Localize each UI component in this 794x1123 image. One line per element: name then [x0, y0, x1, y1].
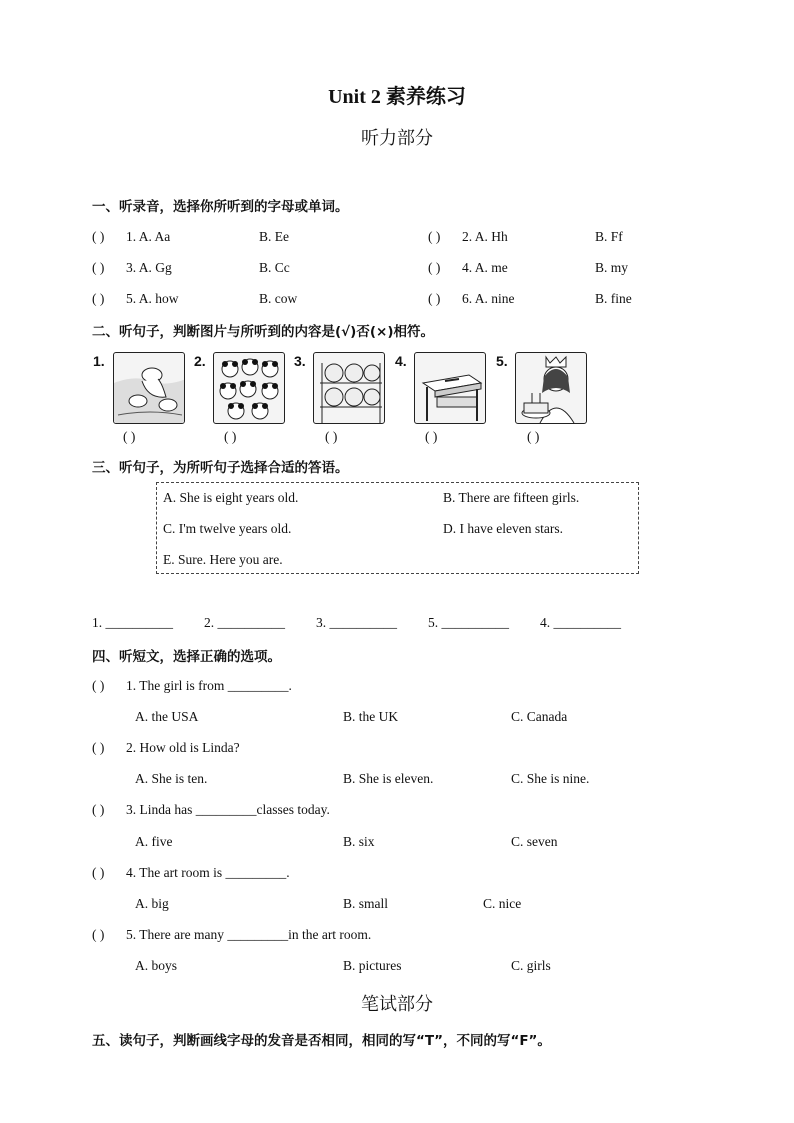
basketballs-icon: [313, 352, 385, 424]
picture-number: 4.: [395, 353, 407, 369]
p4-q1-question: 1. The girl is from _________.: [126, 678, 292, 693]
p4-q3-option-b: B. six: [343, 834, 375, 849]
p4-q1-option-a: A. the USA: [135, 709, 199, 724]
p4-q1-option-c: C. Canada: [511, 709, 568, 724]
p4-q4-question: 4. The art room is _________.: [126, 865, 290, 880]
part4-heading: 四、听短文，选择正确的选项。: [92, 649, 281, 665]
answer-paren: ( ): [428, 260, 441, 275]
option-a: A. She is eight years old.: [163, 490, 299, 505]
answer-paren: ( ): [92, 260, 105, 275]
answer-paren: ( ): [428, 229, 441, 244]
answer-blank: 4. __________: [540, 615, 621, 630]
picture-number: 3.: [294, 353, 306, 369]
picture-number: 1.: [93, 353, 105, 369]
answer-blank: ( ): [527, 429, 540, 444]
p1-q5-option-b: B. cow: [259, 291, 298, 306]
p1-q4-option-a: 4. A. me: [462, 260, 508, 275]
p1-q3-option-a: 3. A. Gg: [126, 260, 172, 275]
answer-paren: ( ): [92, 740, 105, 755]
writing-section-title: 笔试部分: [361, 994, 433, 1014]
birthday-girl-icon: [515, 352, 587, 424]
answer-blank: ( ): [123, 429, 136, 444]
seals-icon: [113, 352, 185, 424]
p1-q3-option-b: B. Cc: [259, 260, 290, 275]
picture-number: 2.: [194, 353, 206, 369]
p4-q2-option-a: A. She is ten.: [135, 771, 208, 786]
p4-q5-option-a: A. boys: [135, 958, 178, 973]
picture-number: 5.: [496, 353, 508, 369]
option-c: C. I'm twelve years old.: [163, 521, 292, 536]
answer-blank: ( ): [425, 429, 438, 444]
p4-q1-option-b: B. the UK: [343, 709, 399, 724]
p4-q2-option-c: C. She is nine.: [511, 771, 590, 786]
option-b: B. There are fifteen girls.: [443, 490, 580, 505]
part5-heading: 五、读句子，判断画线字母的发音是否相同，相同的写“T”，不同的写“F”。: [92, 1033, 551, 1049]
answer-paren: ( ): [428, 291, 441, 306]
desk-icon: [414, 352, 486, 424]
answer-paren: ( ): [92, 229, 105, 244]
listening-section-title: 听力部分: [361, 128, 433, 148]
p1-q2-option-b: B. Ff: [595, 229, 623, 244]
part2-heading: 二、听句子，判断图片与所听到的内容是(√)否(×)相符。: [92, 324, 434, 340]
answer-blank: ( ): [325, 429, 338, 444]
answer-paren: ( ): [92, 291, 105, 306]
part1-heading: 一、听录音，选择你所听到的字母或单词。: [92, 199, 349, 215]
answer-blank: 1. __________: [92, 615, 173, 630]
answer-blank: 3. __________: [316, 615, 397, 630]
answer-paren: ( ): [92, 927, 105, 942]
answer-blank: 2. __________: [204, 615, 285, 630]
p4-q4-option-c: C. nice: [483, 896, 522, 911]
p4-q5-option-c: C. girls: [511, 958, 551, 973]
p1-q5-option-a: 5. A. how: [126, 291, 179, 306]
option-d: D. I have eleven stars.: [443, 521, 563, 536]
p4-q2-option-b: B. She is eleven.: [343, 771, 434, 786]
p4-q5-question: 5. There are many _________in the art room.: [126, 927, 372, 942]
answer-paren: ( ): [92, 865, 105, 880]
p1-q4-option-b: B. my: [595, 260, 629, 275]
p4-q4-option-a: A. big: [135, 896, 169, 911]
answer-blank: ( ): [224, 429, 237, 444]
p4-q3-option-a: A. five: [135, 834, 173, 849]
p4-q3-option-c: C. seven: [511, 834, 558, 849]
p1-q1-option-a: 1. A. Aa: [126, 229, 171, 244]
part3-heading: 三、听句子，为所听句子选择合适的答语。: [92, 460, 349, 476]
p1-q2-option-a: 2. A. Hh: [462, 229, 508, 244]
p4-q2-question: 2. How old is Linda?: [126, 740, 240, 755]
p1-q6-option-b: B. fine: [595, 291, 632, 306]
p4-q4-option-b: B. small: [343, 896, 389, 911]
page-title: Unit 2 素养练习: [328, 86, 466, 108]
answer-paren: ( ): [92, 802, 105, 817]
answer-blank: 5. __________: [428, 615, 509, 630]
pandas-icon: [213, 352, 285, 424]
p4-q3-question: 3. Linda has _________classes today.: [126, 802, 330, 817]
answer-paren: ( ): [92, 678, 105, 693]
p4-q5-option-b: B. pictures: [343, 958, 402, 973]
p1-q6-option-a: 6. A. nine: [462, 291, 515, 306]
p1-q1-option-b: B. Ee: [259, 229, 289, 244]
option-e: E. Sure. Here you are.: [163, 552, 283, 567]
